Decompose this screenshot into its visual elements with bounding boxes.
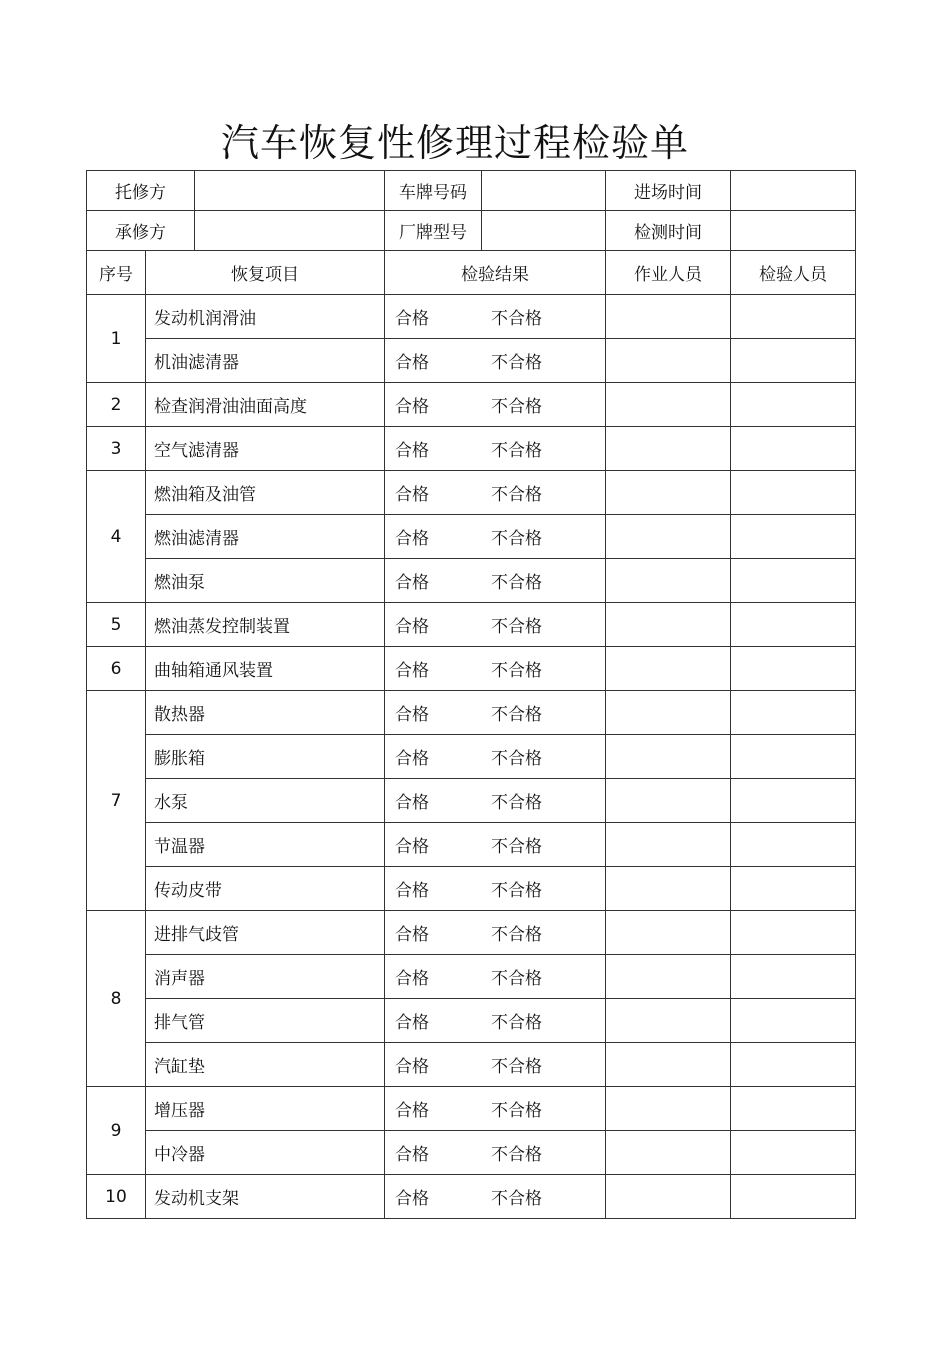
seq-number: 6 <box>87 647 146 691</box>
inspector-field[interactable] <box>731 471 856 515</box>
operator-field[interactable] <box>606 603 731 647</box>
fail-option[interactable]: 不合格 <box>491 705 542 725</box>
pass-option[interactable]: 合格 <box>395 881 429 901</box>
repairer-label: 承修方 <box>87 211 195 251</box>
table-row <box>87 1131 856 1175</box>
pass-option[interactable]: 合格 <box>395 397 429 417</box>
info-row-2 <box>87 211 856 251</box>
model-field[interactable] <box>482 211 606 251</box>
item-name: 增压器 <box>146 1087 385 1131</box>
result-cell <box>385 647 606 691</box>
fail-option[interactable]: 不合格 <box>491 881 542 901</box>
table-row <box>87 339 856 383</box>
entry-time-label: 进场时间 <box>606 171 731 211</box>
pass-option[interactable]: 合格 <box>395 705 429 725</box>
pass-option[interactable]: 合格 <box>395 1101 429 1121</box>
item-name: 燃油箱及油管 <box>146 471 385 515</box>
item-name: 燃油蒸发控制装置 <box>146 603 385 647</box>
pass-option[interactable]: 合格 <box>395 573 429 593</box>
fail-option[interactable]: 不合格 <box>491 1189 542 1209</box>
table-row <box>87 295 856 339</box>
fail-option[interactable]: 不合格 <box>491 309 542 329</box>
operator-field[interactable] <box>606 823 731 867</box>
item-name: 燃油滤清器 <box>146 515 385 559</box>
inspector-field[interactable] <box>731 911 856 955</box>
result-cell <box>385 779 606 823</box>
plate-label: 车牌号码 <box>385 171 482 211</box>
inspector-field[interactable] <box>731 735 856 779</box>
item-name: 中冷器 <box>146 1131 385 1175</box>
table-row <box>87 383 856 427</box>
result-cell <box>385 867 606 911</box>
item-name: 检查润滑油油面高度 <box>146 383 385 427</box>
operator-field[interactable] <box>606 471 731 515</box>
result-cell <box>385 603 606 647</box>
fail-option[interactable]: 不合格 <box>491 749 542 769</box>
result-cell <box>385 427 606 471</box>
table-row <box>87 691 856 735</box>
table-row <box>87 867 856 911</box>
inspector-field[interactable] <box>731 1087 856 1131</box>
operator-field[interactable] <box>606 1175 731 1219</box>
fail-option[interactable]: 不合格 <box>491 661 542 681</box>
result-cell <box>385 559 606 603</box>
result-cell <box>385 1087 606 1131</box>
operator-field[interactable] <box>606 999 731 1043</box>
inspector-field[interactable] <box>731 383 856 427</box>
pass-option[interactable]: 合格 <box>395 617 429 637</box>
pass-option[interactable]: 合格 <box>395 1057 429 1077</box>
item-name: 燃油泵 <box>146 559 385 603</box>
pass-option[interactable]: 合格 <box>395 793 429 813</box>
fail-option[interactable]: 不合格 <box>491 617 542 637</box>
item-name: 发动机润滑油 <box>146 295 385 339</box>
header-result: 检验结果 <box>385 251 606 295</box>
table-row <box>87 471 856 515</box>
operator-field[interactable] <box>606 1131 731 1175</box>
table-row <box>87 515 856 559</box>
inspector-field[interactable] <box>731 339 856 383</box>
fail-option[interactable]: 不合格 <box>491 1145 542 1165</box>
inspector-field[interactable] <box>731 823 856 867</box>
page-title: 汽车恢复性修理过程检验单 <box>220 121 689 165</box>
table-row <box>87 999 856 1043</box>
operator-field[interactable] <box>606 735 731 779</box>
item-name: 机油滤清器 <box>146 339 385 383</box>
inspector-field[interactable] <box>731 691 856 735</box>
fail-option[interactable]: 不合格 <box>491 441 542 461</box>
item-name: 排气管 <box>146 999 385 1043</box>
operator-field[interactable] <box>606 559 731 603</box>
entry-time-field[interactable] <box>731 171 856 211</box>
table-row <box>87 1087 856 1131</box>
header-row <box>87 251 856 295</box>
fail-option[interactable]: 不合格 <box>491 1013 542 1033</box>
item-name: 水泵 <box>146 779 385 823</box>
pass-option[interactable]: 合格 <box>395 485 429 505</box>
fail-option[interactable]: 不合格 <box>491 969 542 989</box>
inspector-field[interactable] <box>731 867 856 911</box>
pass-option[interactable]: 合格 <box>395 529 429 549</box>
seq-number: 9 <box>87 1087 146 1175</box>
inspection-table <box>86 170 856 1219</box>
header-seq: 序号 <box>87 251 146 295</box>
inspect-time-field[interactable] <box>731 211 856 251</box>
inspector-field[interactable] <box>731 295 856 339</box>
inspect-time-label: 检测时间 <box>606 211 731 251</box>
repairer-field[interactable] <box>195 211 385 251</box>
item-name: 膨胀箱 <box>146 735 385 779</box>
item-name: 进排气歧管 <box>146 911 385 955</box>
pass-option[interactable]: 合格 <box>395 837 429 857</box>
operator-field[interactable] <box>606 691 731 735</box>
item-name: 汽缸垫 <box>146 1043 385 1087</box>
operator-field[interactable] <box>606 779 731 823</box>
operator-field[interactable] <box>606 647 731 691</box>
table-row <box>87 955 856 999</box>
result-cell <box>385 691 606 735</box>
inspector-field[interactable] <box>731 955 856 999</box>
header-inspector: 检验人员 <box>731 251 856 295</box>
seq-number: 10 <box>87 1175 146 1219</box>
operator-field[interactable] <box>606 515 731 559</box>
seq-number: 7 <box>87 691 146 911</box>
item-name: 曲轴箱通风装置 <box>146 647 385 691</box>
seq-number: 3 <box>87 427 146 471</box>
operator-field[interactable] <box>606 383 731 427</box>
pass-option[interactable]: 合格 <box>395 353 429 373</box>
result-cell <box>385 295 606 339</box>
operator-field[interactable] <box>606 339 731 383</box>
pass-option[interactable]: 合格 <box>395 309 429 329</box>
seq-number: 2 <box>87 383 146 427</box>
result-cell <box>385 1175 606 1219</box>
fail-option[interactable]: 不合格 <box>491 573 542 593</box>
fail-option[interactable]: 不合格 <box>491 529 542 549</box>
client-label: 托修方 <box>87 171 195 211</box>
inspector-field[interactable] <box>731 1043 856 1087</box>
fail-option[interactable]: 不合格 <box>491 837 542 857</box>
fail-option[interactable]: 不合格 <box>491 793 542 813</box>
result-cell <box>385 515 606 559</box>
operator-field[interactable] <box>606 427 731 471</box>
seq-number: 8 <box>87 911 146 1087</box>
info-row-1 <box>87 171 856 211</box>
inspector-field[interactable] <box>731 603 856 647</box>
inspector-field[interactable] <box>731 779 856 823</box>
table-row <box>87 427 856 471</box>
inspector-field[interactable] <box>731 1175 856 1219</box>
operator-field[interactable] <box>606 1043 731 1087</box>
operator-field[interactable] <box>606 1087 731 1131</box>
result-cell <box>385 1043 606 1087</box>
operator-field[interactable] <box>606 911 731 955</box>
inspector-field[interactable] <box>731 647 856 691</box>
item-name: 散热器 <box>146 691 385 735</box>
fail-option[interactable]: 不合格 <box>491 1057 542 1077</box>
plate-field[interactable] <box>482 171 606 211</box>
table-row <box>87 1043 856 1087</box>
client-field[interactable] <box>195 171 385 211</box>
pass-option[interactable]: 合格 <box>395 925 429 945</box>
pass-option[interactable]: 合格 <box>395 441 429 461</box>
table-row <box>87 559 856 603</box>
operator-field[interactable] <box>606 867 731 911</box>
table-row <box>87 911 856 955</box>
inspector-field[interactable] <box>731 515 856 559</box>
table-row <box>87 735 856 779</box>
result-cell <box>385 999 606 1043</box>
inspector-field[interactable] <box>731 559 856 603</box>
fail-option[interactable]: 不合格 <box>491 485 542 505</box>
item-name: 节温器 <box>146 823 385 867</box>
fail-option[interactable]: 不合格 <box>491 925 542 945</box>
pass-option[interactable]: 合格 <box>395 1145 429 1165</box>
item-name: 传动皮带 <box>146 867 385 911</box>
inspector-field[interactable] <box>731 427 856 471</box>
table-row <box>87 779 856 823</box>
operator-field[interactable] <box>606 295 731 339</box>
result-cell <box>385 911 606 955</box>
result-cell <box>385 1131 606 1175</box>
item-name: 发动机支架 <box>146 1175 385 1219</box>
result-cell <box>385 735 606 779</box>
operator-field[interactable] <box>606 955 731 999</box>
pass-option[interactable]: 合格 <box>395 749 429 769</box>
result-cell <box>385 823 606 867</box>
header-item: 恢复项目 <box>146 251 385 295</box>
result-cell <box>385 383 606 427</box>
fail-option[interactable]: 不合格 <box>491 397 542 417</box>
pass-option[interactable]: 合格 <box>395 1189 429 1209</box>
pass-option[interactable]: 合格 <box>395 969 429 989</box>
model-label: 厂牌型号 <box>385 211 482 251</box>
fail-option[interactable]: 不合格 <box>491 353 542 373</box>
fail-option[interactable]: 不合格 <box>491 1101 542 1121</box>
item-name: 空气滤清器 <box>146 427 385 471</box>
seq-number: 4 <box>87 471 146 603</box>
table-row <box>87 1175 856 1219</box>
table-row <box>87 647 856 691</box>
seq-number: 1 <box>87 295 146 383</box>
header-operator: 作业人员 <box>606 251 731 295</box>
result-cell <box>385 955 606 999</box>
inspector-field[interactable] <box>731 1131 856 1175</box>
item-name: 消声器 <box>146 955 385 999</box>
table-row <box>87 823 856 867</box>
result-cell <box>385 339 606 383</box>
table-row <box>87 603 856 647</box>
result-cell <box>385 471 606 515</box>
pass-option[interactable]: 合格 <box>395 1013 429 1033</box>
seq-number: 5 <box>87 603 146 647</box>
pass-option[interactable]: 合格 <box>395 661 429 681</box>
inspector-field[interactable] <box>731 999 856 1043</box>
